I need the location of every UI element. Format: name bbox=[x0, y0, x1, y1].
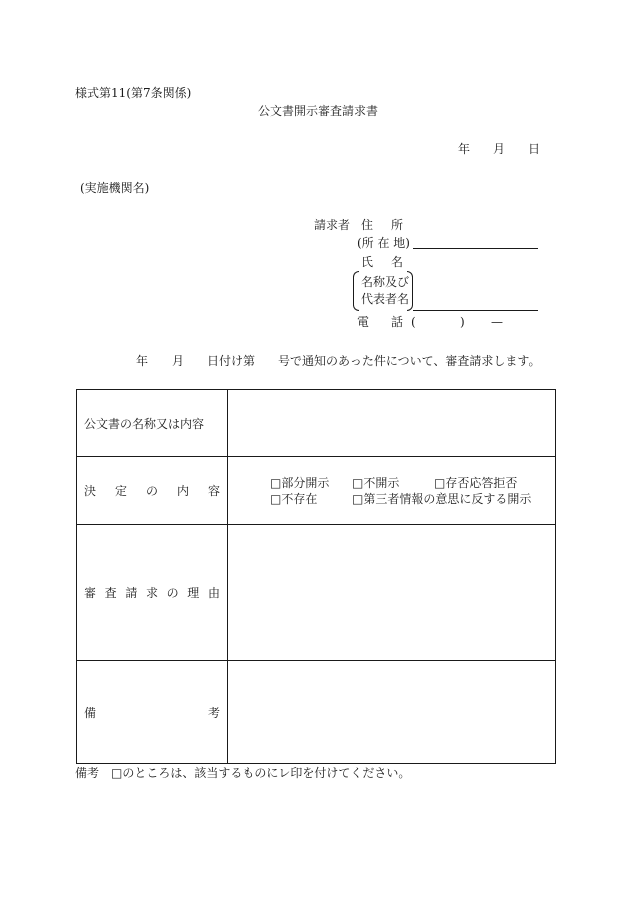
statement-text: 号で通知のあった件について、審査請求します。 bbox=[278, 354, 541, 368]
footnote-text: □のところは、該当するものにレ印を付けてください。 bbox=[111, 766, 411, 780]
addressee: (実施機関名) bbox=[80, 181, 150, 195]
name-field[interactable] bbox=[413, 310, 538, 311]
page-title: 公文書開示審査請求書 bbox=[258, 104, 379, 118]
statement-dated: 日付け第 bbox=[207, 354, 256, 368]
name-label: 氏 名 bbox=[361, 255, 407, 269]
request-reason-label: 審 査 請 求 の 理 由 bbox=[77, 525, 228, 661]
name-bracket-left bbox=[353, 271, 359, 311]
statement-year: 年 bbox=[136, 354, 149, 368]
table-row bbox=[77, 457, 556, 525]
phone-open-paren: ( bbox=[411, 315, 416, 329]
document-name-label: 公文書の名称又は内容 bbox=[77, 390, 228, 457]
request-form-table bbox=[76, 389, 556, 764]
name-sub-line2: 代表者名 bbox=[361, 292, 410, 306]
remarks-label: 備 考 bbox=[77, 661, 228, 764]
phone-dash: — bbox=[491, 315, 503, 329]
date-month: 月 bbox=[493, 142, 506, 156]
checkbox-refusal-to-confirm[interactable]: □存否応答拒否 bbox=[434, 475, 518, 490]
request-reason-field[interactable] bbox=[228, 525, 556, 661]
phone-label: 電 話 bbox=[357, 315, 409, 329]
document-name-field[interactable] bbox=[228, 390, 556, 457]
requester-label: 請求者 bbox=[314, 218, 351, 232]
table-row bbox=[77, 661, 556, 764]
checkbox-nonexistent[interactable]: □不存在 bbox=[270, 491, 318, 506]
checkbox-third-party-disclosure[interactable]: □第三者情報の意思に反する開示 bbox=[352, 491, 532, 506]
date-year: 年 bbox=[458, 142, 471, 156]
name-sub-line1: 名称及び bbox=[361, 275, 410, 289]
decision-content-label: 決 定 の 内 容 bbox=[77, 457, 228, 525]
decision-options bbox=[228, 476, 555, 506]
footnote-label: 備考 bbox=[75, 766, 100, 780]
table-row bbox=[77, 525, 556, 661]
checkbox-partial-disclosure[interactable]: □部分開示 bbox=[270, 475, 330, 490]
statement-month: 月 bbox=[172, 354, 185, 368]
checkbox-non-disclosure[interactable]: □不開示 bbox=[352, 475, 400, 490]
name-bracket-right bbox=[407, 271, 413, 311]
address-label: 住 所 bbox=[361, 218, 407, 232]
remarks-field[interactable] bbox=[228, 661, 556, 764]
address-field[interactable] bbox=[413, 248, 538, 249]
phone-close-paren: ) bbox=[460, 315, 465, 329]
date-day: 日 bbox=[528, 142, 541, 156]
address-sub-label: (所 在 地) bbox=[357, 236, 410, 250]
decision-content-field bbox=[228, 457, 556, 525]
table-row bbox=[77, 390, 556, 457]
form-number: 様式第11(第7条関係) bbox=[75, 86, 192, 100]
